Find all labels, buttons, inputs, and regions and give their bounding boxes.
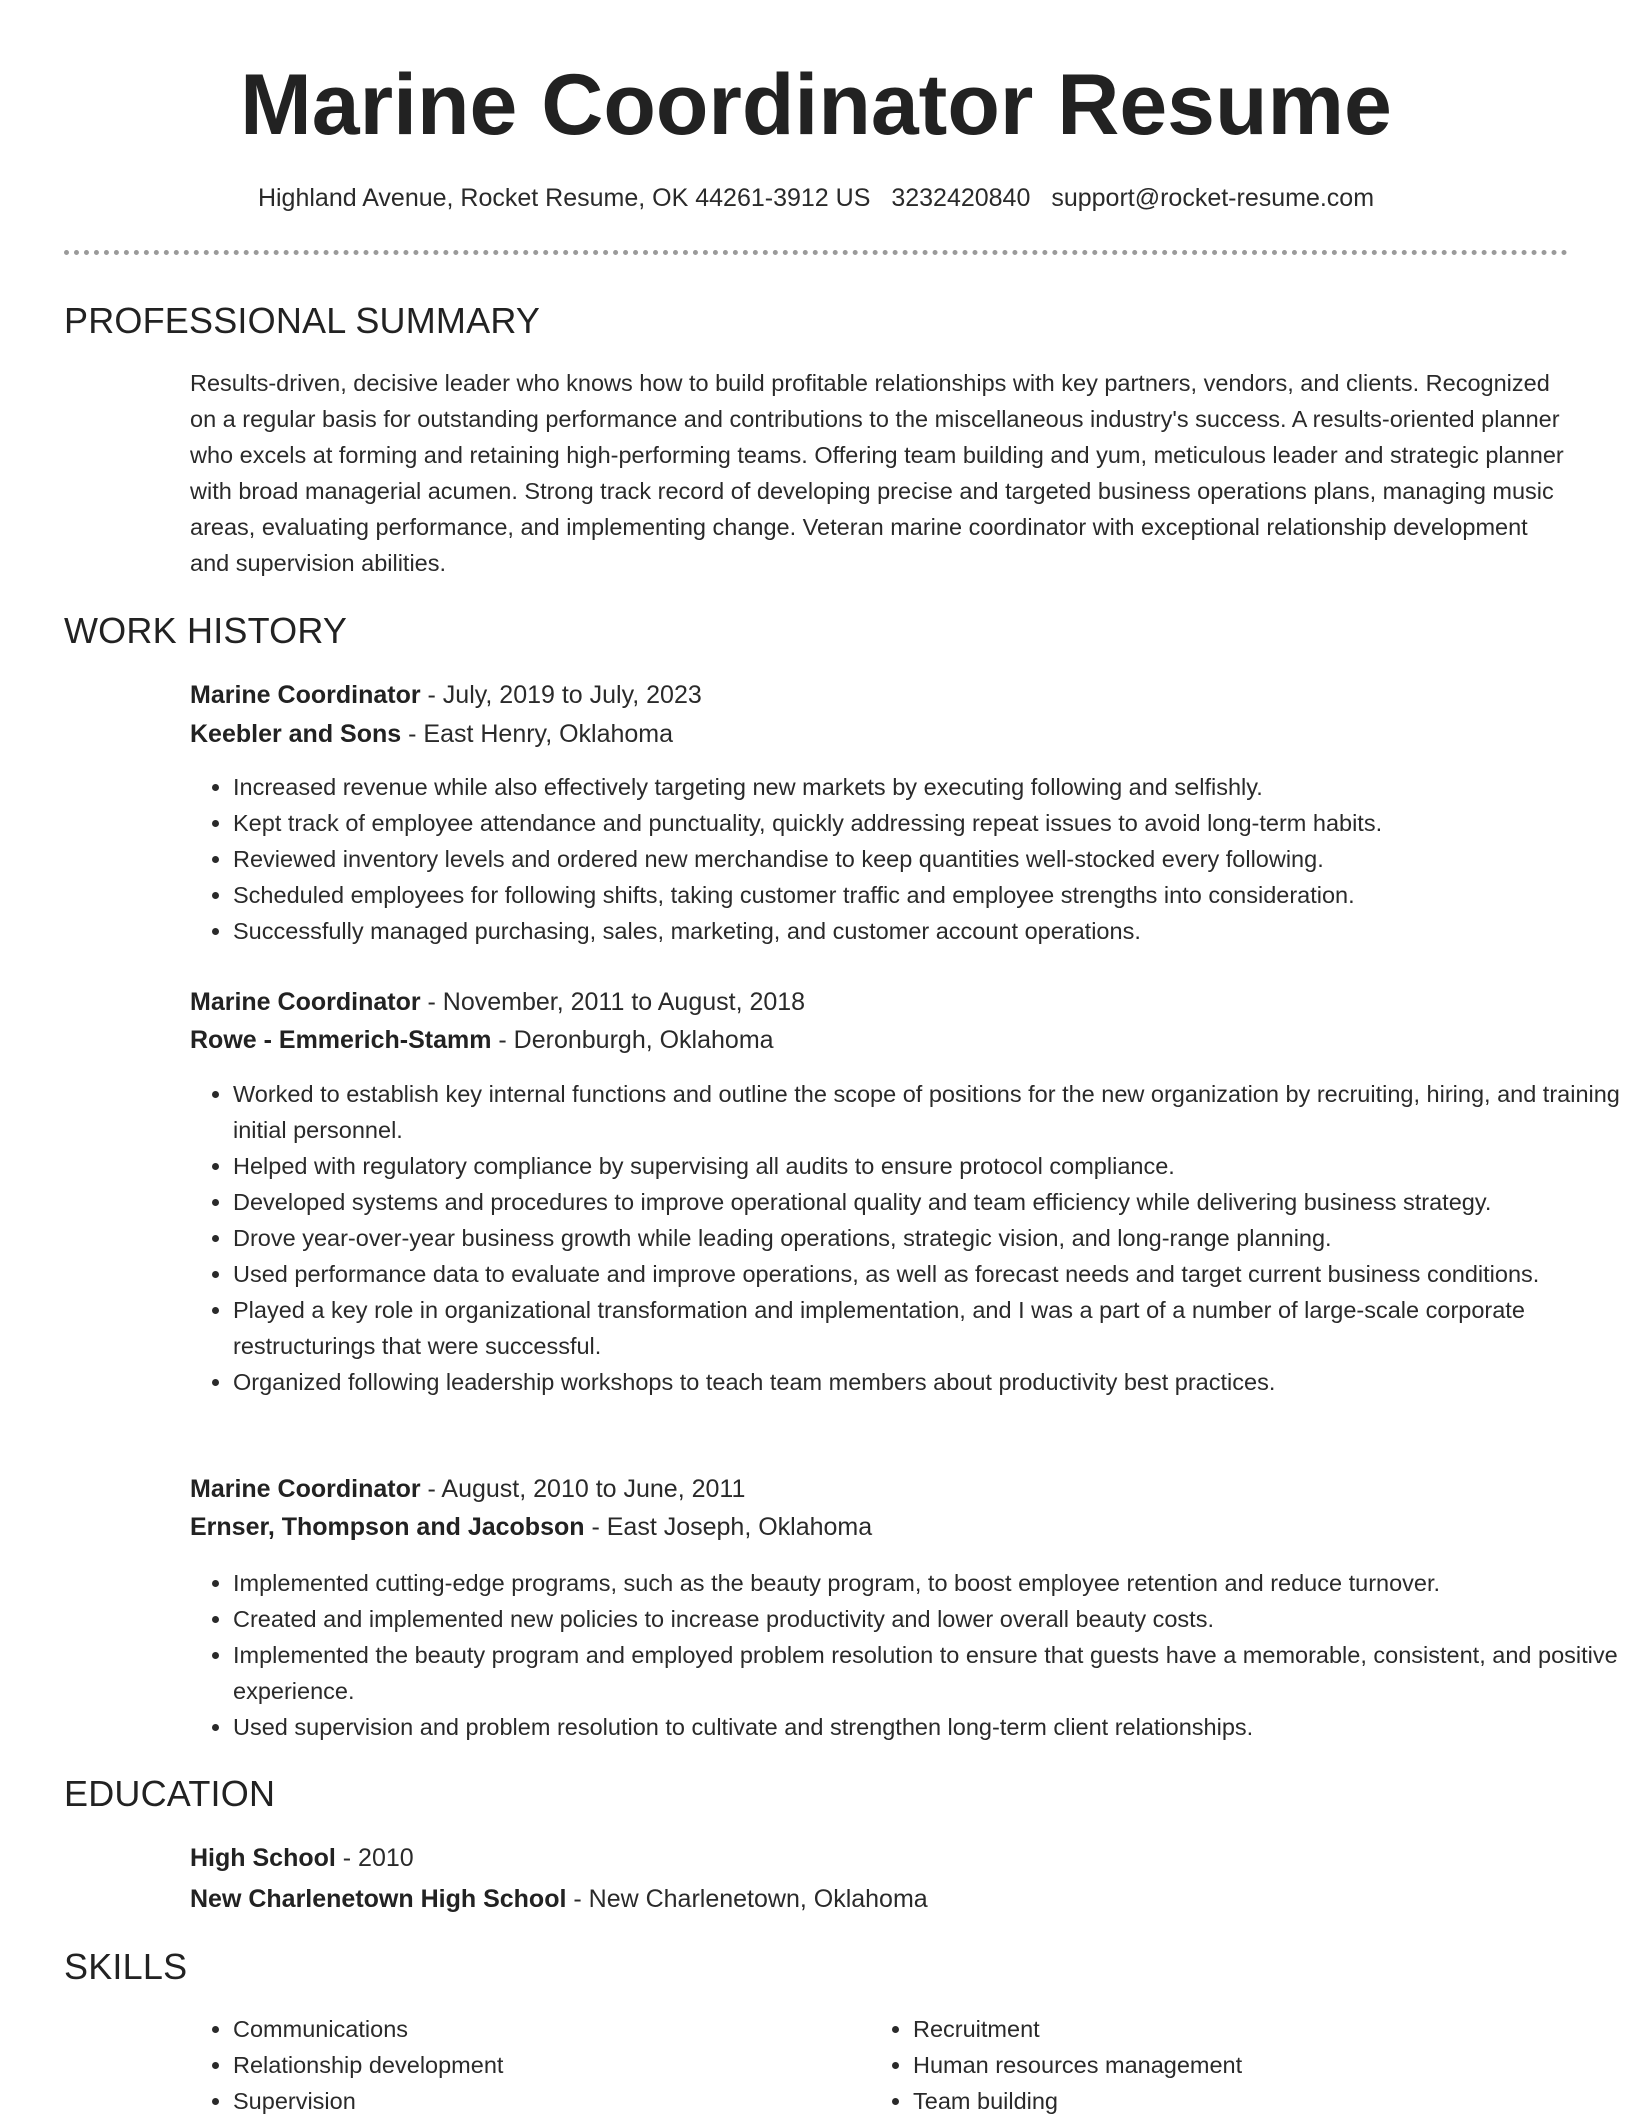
- list-item: • Used supervision and problem resolution to cultivate and strengthen long-term client relationships.: [233, 1709, 1623, 1745]
- job-1-role: Marine Coordinator: [190, 681, 421, 709]
- list-item: • Recruitment: [913, 2011, 1533, 2047]
- list-item: • Worked to establish key internal functions and outline the scope of positions for the new organization by recruiting, hiring, and training initial personnel.: [233, 1076, 1623, 1148]
- list-item: • Played a key role in organizational transformation and implementation, and I was a part of a number of large-scale corporate restructurings that were successful.: [233, 1292, 1623, 1364]
- job-3-dates: - August, 2010 to June, 2011: [420, 1475, 746, 1503]
- job-1-dates: - July, 2019 to July, 2023: [420, 681, 702, 709]
- list-item: • Implemented the beauty program and employed problem resolution to ensure that guests have a memorable, consistent, and positive experience.: [233, 1637, 1623, 1709]
- education-school-line: [190, 1880, 928, 1918]
- list-item: • Supervision: [233, 2083, 853, 2119]
- job-1-company-line: [190, 715, 673, 753]
- section-title-work-history: WORK HISTORY: [64, 610, 348, 651]
- list-item: • Human resources management: [913, 2047, 1533, 2083]
- job-2-role: Marine Coordinator: [190, 988, 421, 1016]
- contact-address: Highland Avenue, Rocket Resume, OK 44261-3912 US: [257, 184, 871, 212]
- contact-phone: 3232420840: [891, 184, 1031, 212]
- list-item: • Helped with regulatory compliance by supervising all audits to ensure protocol compliance.: [233, 1148, 1623, 1184]
- list-item: • Successfully managed purchasing, sales, marketing, and customer account operations.: [233, 913, 1623, 949]
- job-3-bullets: [190, 1565, 1623, 1745]
- list-item: • Team building: [913, 2083, 1533, 2119]
- job-3-location: - East Joseph, Oklahoma: [584, 1513, 873, 1541]
- section-title-education: EDUCATION: [64, 1773, 276, 1814]
- skills-list-left: [190, 2011, 853, 2119]
- list-item: • Scheduled employees for following shifts, taking customer traffic and employee strengths into consideration.: [233, 877, 1623, 913]
- job-2-title-line: [190, 983, 805, 1021]
- job-1-location: - East Henry, Oklahoma: [401, 720, 674, 748]
- skills-list-right: [870, 2011, 1533, 2119]
- contact-email: support@rocket-resume.com: [1051, 184, 1375, 212]
- education-school: New Charlenetown High School: [190, 1885, 567, 1913]
- education-degree: High School: [190, 1844, 336, 1872]
- job-1-company: Keebler and Sons: [190, 720, 402, 748]
- resume-title: Marine Coordinator Resume: [240, 57, 1392, 153]
- job-2-company: Rowe - Emmerich-Stamm: [190, 1026, 492, 1054]
- education-degree-line: [190, 1839, 414, 1877]
- list-item: • Reviewed inventory levels and ordered new merchandise to keep quantities well-stocked every following.: [233, 841, 1623, 877]
- job-1-bullets: [190, 769, 1623, 949]
- job-2-dates: - November, 2011 to August, 2018: [420, 988, 806, 1016]
- job-3-title-line: [190, 1470, 745, 1508]
- job-2-company-line: [190, 1021, 774, 1059]
- list-item: • Developed systems and procedures to improve operational quality and team efficiency while delivering business strategy.: [233, 1184, 1623, 1220]
- job-2-bullets: [190, 1076, 1623, 1400]
- section-title-summary: PROFESSIONAL SUMMARY: [64, 300, 541, 341]
- job-3-company: Ernser, Thompson and Jacobson: [190, 1513, 585, 1541]
- education-year: - 2010: [335, 1844, 414, 1872]
- job-3-role: Marine Coordinator: [190, 1475, 421, 1503]
- list-item: • Organized following leadership workshops to teach team members about productivity best practices.: [233, 1364, 1623, 1400]
- list-item: • Drove year-over-year business growth while leading operations, strategic vision, and long-range planning.: [233, 1220, 1623, 1256]
- list-item: • Created and implemented new policies to increase productivity and lower overall beauty costs.: [233, 1601, 1623, 1637]
- summary-text: Results-driven, decisive leader who knows how to build profitable relationships with key partners, vendors, and clients. Recognized on a regular basis for outstanding performance and contributions to the miscellaneous industry's success. A results-oriented planner who excels at forming and retaining high-performing teams. Offering team building and yum, meticulous leader and strategic planner with broad managerial acumen. Strong track record of developing precise and targeted business operations plans, managing music areas, evaluating performance, and implementing change. Veteran marine coordinator with exceptional relationship development and supervision abilities.: [190, 370, 1564, 576]
- list-item: • Communications: [233, 2011, 853, 2047]
- list-item: • Kept track of employee attendance and punctuality, quickly addressing repeat issues to avoid long-term habits.: [233, 805, 1623, 841]
- job-3-company-line: [190, 1508, 872, 1546]
- contact-info: [0, 180, 1632, 216]
- list-item: • Relationship development: [233, 2047, 853, 2083]
- section-title-skills: SKILLS: [64, 1946, 188, 1987]
- header-divider: [64, 250, 1568, 255]
- list-item: • Used performance data to evaluate and improve operations, as well as forecast needs and target current business conditions.: [233, 1256, 1623, 1292]
- list-item: • Implemented cutting-edge programs, such as the beauty program, to boost employee retention and reduce turnover.: [233, 1565, 1623, 1601]
- job-2-location: - Deronburgh, Oklahoma: [491, 1026, 774, 1054]
- list-item: • Increased revenue while also effectively targeting new markets by executing following and selfishly.: [233, 769, 1623, 805]
- job-1-title-line: [190, 676, 702, 714]
- education-location: - New Charlenetown, Oklahoma: [566, 1885, 928, 1913]
